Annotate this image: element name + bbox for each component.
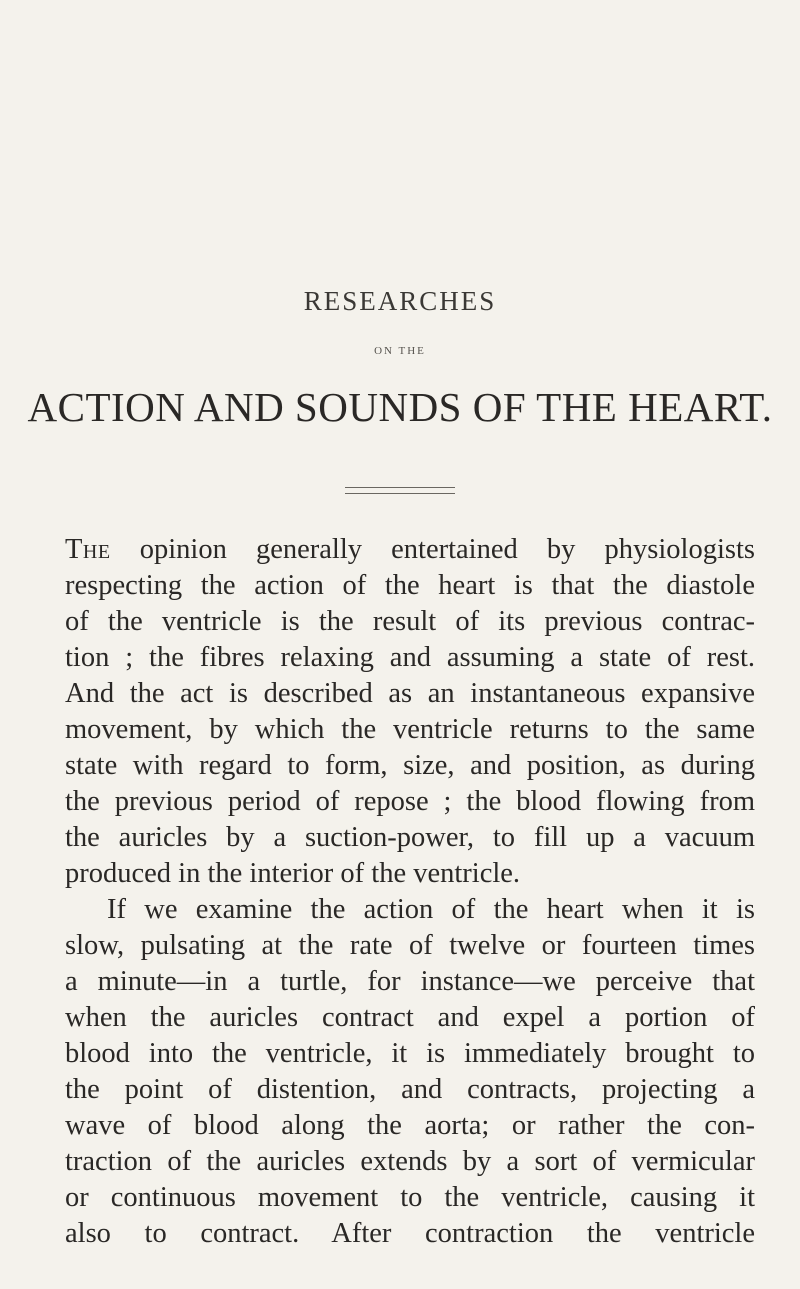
- paragraph-1-line-1: The opinion generally entertained by physiologists: [65, 534, 755, 565]
- paragraph-2-line: the point of distention, and contracts, projecting a: [65, 1074, 755, 1105]
- paragraph-1-line: movement, by which the ventricle returns to the same: [65, 714, 755, 745]
- paragraph-1-line: of the ventricle is the result of its previous contrac-: [65, 606, 755, 637]
- paragraph-2-line: blood into the ventricle, it is immediately brought to: [65, 1038, 755, 1069]
- paragraph-2-line: If we examine the action of the heart when it is: [107, 894, 755, 925]
- paragraph-1-line: state with regard to form, size, and position, as during: [65, 750, 755, 781]
- paragraph-2-line: slow, pulsating at the rate of twelve or fourteen times: [65, 930, 755, 961]
- paragraph-2-line: or continuous movement to the ventricle, causing it: [65, 1182, 755, 1213]
- main-title: ACTION AND SOUNDS OF THE HEART.: [27, 384, 773, 430]
- paragraph-2-line: a minute—in a turtle, for instance—we perceive that: [65, 966, 755, 997]
- paragraph-1-line: the auricles by a suction-power, to fill up a vacuum: [65, 822, 755, 853]
- paragraph-1-line: respecting the action of the heart is that the diastole: [65, 570, 755, 601]
- header-title: RESEARCHES: [303, 286, 497, 316]
- double-rule-top: [345, 487, 455, 488]
- paragraph-1-line: And the act is described as an instantaneous expansive: [65, 678, 755, 709]
- paragraph-2-line: wave of blood along the aorta; or rather the con-: [65, 1110, 755, 1141]
- paragraph-2-line: also to contract. After contraction the ventricle: [65, 1218, 755, 1249]
- paragraph-2-line: when the auricles contract and expel a portion of: [65, 1002, 755, 1033]
- body-text: [65, 532, 755, 1252]
- double-rule-bottom: [345, 493, 455, 494]
- paragraph-1-line: tion ; the fibres relaxing and assuming a state of rest.: [65, 642, 755, 673]
- header-subtitle: ON THE: [374, 345, 426, 357]
- first-word: The: [65, 534, 111, 565]
- paragraph-1-line: produced in the interior of the ventricle.: [65, 858, 521, 889]
- paragraph-2-line: traction of the auricles extends by a sort of vermicular: [65, 1146, 755, 1177]
- paragraph-1-line: the previous period of repose ; the blood flowing from: [65, 786, 755, 817]
